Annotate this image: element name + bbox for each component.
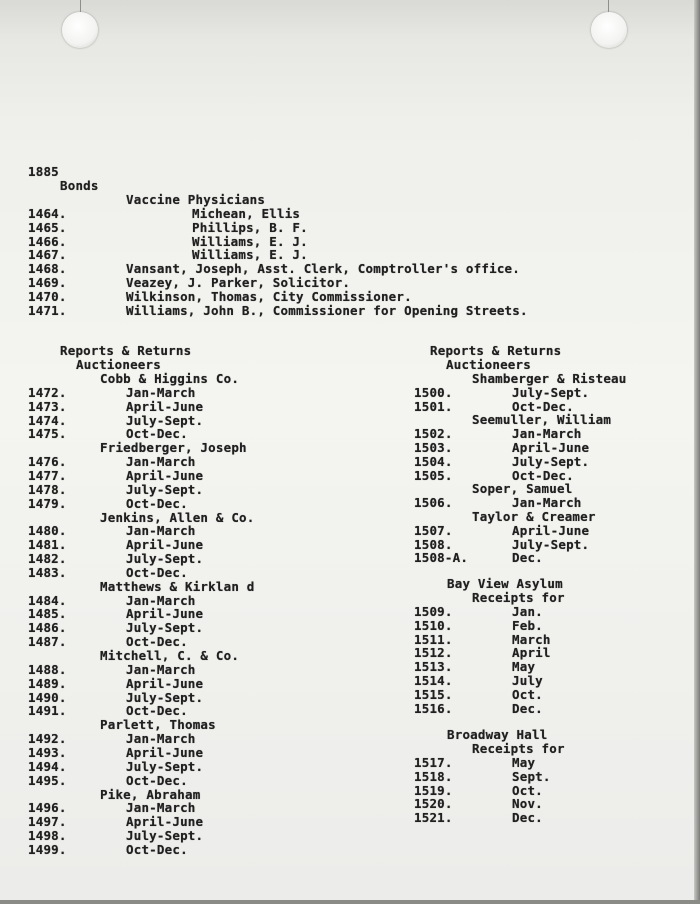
entry-name: Veazey, J. Parker, Solicitor. bbox=[126, 275, 351, 290]
entry-period: Oct-Dec. bbox=[512, 467, 574, 483]
entry-number: 1471. bbox=[28, 302, 67, 318]
entry-number: 1497. bbox=[28, 814, 67, 830]
entry-number: 1504. bbox=[414, 453, 453, 469]
entry-number: 1464. bbox=[28, 206, 67, 221]
vaccine-physicians-heading: Vaccine Physicians bbox=[126, 192, 266, 207]
entry-number: 1495. bbox=[28, 772, 67, 788]
auctioneer-name: Jenkins, Allen & Co. bbox=[100, 509, 255, 525]
entry-month: Jan. bbox=[512, 604, 543, 619]
entry-period: Jan-March bbox=[126, 454, 196, 470]
entry-period: Oct-Dec. bbox=[512, 398, 574, 414]
entry-number: 1519. bbox=[414, 782, 453, 798]
entry-number: 1470. bbox=[28, 288, 67, 304]
entry-period: April-June bbox=[126, 467, 204, 483]
entry-name: Michean, Ellis bbox=[192, 206, 301, 221]
entry-period: Jan-March bbox=[126, 384, 196, 400]
entry-period: July-Sept. bbox=[126, 689, 204, 705]
entry-number: 1468. bbox=[28, 261, 67, 277]
entry-period: Jan-March bbox=[126, 731, 196, 747]
entry-period: April-June bbox=[126, 814, 204, 830]
entry-name: Williams, E. J. bbox=[192, 247, 308, 263]
entry-period: Oct-Dec. bbox=[126, 564, 188, 580]
entry-number: 1498. bbox=[28, 828, 67, 844]
entry-period: Jan-March bbox=[512, 426, 582, 442]
entry-number: 1488. bbox=[28, 661, 67, 677]
entry-name: Vansant, Joseph, Asst. Clerk, Comptroller's office. bbox=[126, 261, 521, 277]
receipts-for-heading: Receipts for bbox=[472, 741, 565, 756]
entry-number: 1506. bbox=[414, 495, 453, 511]
entry-number: 1493. bbox=[28, 744, 67, 760]
entry-number: 1502. bbox=[414, 426, 453, 442]
entry-number: 1517. bbox=[414, 755, 453, 770]
entry-number: 1486. bbox=[28, 620, 67, 636]
auctioneer-name: Mitchell, C. & Co. bbox=[100, 648, 240, 663]
entry-number: 1499. bbox=[28, 841, 67, 857]
entry-number: 1501. bbox=[414, 398, 453, 414]
entry-number: 1482. bbox=[28, 551, 67, 567]
entry-number: 1508-A. bbox=[414, 550, 469, 566]
entry-period: July-Sept. bbox=[126, 620, 204, 636]
entry-period: Oct-Dec. bbox=[126, 634, 188, 650]
page-edge-right bbox=[694, 0, 700, 904]
entry-number: 1475. bbox=[28, 426, 67, 442]
page-edge-bottom bbox=[0, 900, 700, 904]
entry-month: Feb. bbox=[512, 617, 543, 633]
entry-month: March bbox=[512, 631, 551, 647]
entry-number: 1515. bbox=[414, 686, 453, 702]
entry-period: July-Sept. bbox=[126, 758, 204, 774]
entry-number: 1480. bbox=[28, 523, 67, 539]
entry-period: Oct-Dec. bbox=[126, 841, 188, 857]
entry-period: April-June bbox=[126, 606, 204, 622]
entry-month: May bbox=[512, 659, 536, 675]
entry-period: April-June bbox=[512, 440, 590, 455]
punch-hole-right bbox=[591, 12, 627, 48]
entry-period: April-June bbox=[126, 398, 204, 414]
entry-period: July-Sept. bbox=[512, 384, 590, 400]
entry-name: Phillips, B. F. bbox=[192, 219, 308, 235]
punch-hole-left bbox=[62, 12, 98, 48]
entry-number: 1478. bbox=[28, 481, 67, 497]
entry-name: Wilkinson, Thomas, City Commissioner. bbox=[126, 288, 412, 304]
entry-number: 1487. bbox=[28, 634, 67, 650]
entry-number: 1518. bbox=[414, 768, 453, 784]
entry-number: 1481. bbox=[28, 537, 67, 553]
entry-month: July bbox=[512, 673, 543, 688]
entry-period: Jan-March bbox=[126, 800, 196, 816]
auctioneers-heading-right: Auctioneers bbox=[446, 357, 531, 372]
reports-returns-heading-right: Reports & Returns bbox=[430, 343, 562, 358]
entry-number: 1503. bbox=[414, 440, 453, 455]
entry-number: 1510. bbox=[414, 617, 453, 633]
auctioneers-heading: Auctioneers bbox=[76, 357, 161, 372]
entry-number: 1469. bbox=[28, 275, 67, 290]
reports-returns-heading: Reports & Returns bbox=[60, 343, 192, 358]
entry-number: 1484. bbox=[28, 592, 67, 608]
entry-number: 1467. bbox=[28, 247, 67, 263]
broadway-hall-heading: Broadway Hall bbox=[447, 727, 548, 742]
bay-view-asylum-heading: Bay View Asylum bbox=[447, 576, 563, 591]
entry-number: 1472. bbox=[28, 384, 67, 400]
year-heading: 1885 bbox=[28, 164, 59, 179]
auctioneer-name: Matthews & Kirklan d bbox=[100, 578, 255, 594]
entry-number: 1521. bbox=[414, 810, 453, 826]
entry-period: July-Sept. bbox=[126, 412, 204, 428]
entry-month: May bbox=[512, 755, 536, 770]
entry-month: April bbox=[512, 645, 551, 661]
auctioneer-name: Pike, Abraham bbox=[100, 786, 201, 802]
auctioneer-name: Soper, Samuel bbox=[472, 481, 573, 497]
entry-number: 1473. bbox=[28, 398, 67, 414]
entry-number: 1485. bbox=[28, 606, 67, 622]
entry-period: April-June bbox=[512, 522, 590, 538]
entry-number: 1476. bbox=[28, 454, 67, 470]
entry-period: April-June bbox=[126, 675, 204, 691]
entry-number: 1514. bbox=[414, 673, 453, 688]
entry-number: 1465. bbox=[28, 219, 67, 235]
auctioneer-name: Shamberger & Risteau bbox=[472, 371, 627, 386]
entry-month: Dec. bbox=[512, 700, 543, 716]
entry-period: July-Sept. bbox=[512, 453, 590, 469]
entry-number: 1491. bbox=[28, 703, 67, 719]
auctioneer-name: Seemuller, William bbox=[472, 412, 612, 428]
entry-period: Jan-March bbox=[126, 523, 196, 539]
entry-number: 1477. bbox=[28, 467, 67, 483]
entry-number: 1513. bbox=[414, 659, 453, 675]
entry-number: 1505. bbox=[414, 467, 453, 483]
entry-number: 1489. bbox=[28, 675, 67, 691]
entry-number: 1466. bbox=[28, 233, 67, 249]
entry-number: 1490. bbox=[28, 689, 67, 705]
entry-period: Jan-March bbox=[512, 495, 582, 511]
entry-number: 1511. bbox=[414, 631, 453, 647]
entry-number: 1474. bbox=[28, 412, 67, 428]
entry-period: Dec. bbox=[512, 550, 543, 566]
auctioneer-name: Parlett, Thomas bbox=[100, 717, 216, 733]
auctioneer-name: Cobb & Higgins Co. bbox=[100, 371, 240, 386]
entry-period: July-Sept. bbox=[126, 828, 204, 844]
entry-period: Jan-March bbox=[126, 661, 196, 677]
entry-number: 1509. bbox=[414, 604, 453, 619]
auctioneer-name: Taylor & Creamer bbox=[472, 509, 596, 524]
entry-month: Dec. bbox=[512, 810, 543, 826]
entry-month: Oct. bbox=[512, 686, 543, 702]
entry-period: Oct-Dec. bbox=[126, 772, 188, 788]
entry-number: 1500. bbox=[414, 384, 453, 400]
entry-number: 1494. bbox=[28, 758, 67, 774]
receipts-for-heading: Receipts for bbox=[472, 590, 565, 605]
auctioneer-name: Friedberger, Joseph bbox=[100, 440, 247, 456]
entry-number: 1483. bbox=[28, 564, 67, 580]
entry-number: 1496. bbox=[28, 800, 67, 816]
entry-name: Williams, John B., Commissioner for Opening Streets. bbox=[126, 302, 528, 318]
entry-name: Williams, E. J. bbox=[192, 233, 308, 249]
entry-number: 1508. bbox=[414, 536, 453, 552]
entry-period: July-Sept. bbox=[126, 551, 204, 567]
entry-number: 1516. bbox=[414, 700, 453, 716]
entry-month: Oct. bbox=[512, 782, 543, 798]
entry-period: July-Sept. bbox=[512, 536, 590, 552]
entry-number: 1479. bbox=[28, 495, 67, 511]
entry-period: July-Sept. bbox=[126, 481, 204, 497]
entry-period: April-June bbox=[126, 744, 204, 760]
entry-period: Jan-March bbox=[126, 592, 196, 608]
entry-period: Oct-Dec. bbox=[126, 703, 188, 719]
entry-period: April-June bbox=[126, 537, 204, 553]
section-heading: Bonds bbox=[60, 178, 99, 193]
entry-month: Nov. bbox=[512, 796, 543, 812]
entry-month: Sept. bbox=[512, 768, 551, 784]
entry-period: Oct-Dec. bbox=[126, 495, 188, 511]
entry-period: Oct-Dec. bbox=[126, 426, 188, 442]
entry-number: 1512. bbox=[414, 645, 453, 661]
entry-number: 1507. bbox=[414, 522, 453, 538]
entry-number: 1492. bbox=[28, 731, 67, 747]
entry-number: 1520. bbox=[414, 796, 453, 812]
